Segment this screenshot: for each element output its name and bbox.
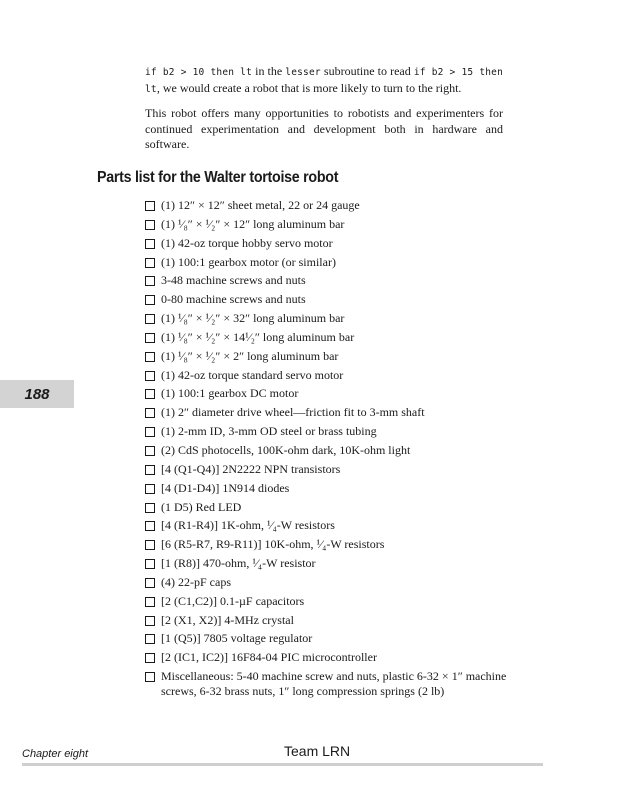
parts-list-item <box>145 311 510 330</box>
checkbox-square-icon <box>145 446 155 456</box>
part-text: (1) 100:1 gearbox motor (or similar) <box>161 254 336 269</box>
part-text: [4 (R1-R4)] 1K-ohm, ¹⁄₄-W resistors <box>161 518 335 533</box>
part-text: 0-80 machine screws and nuts <box>161 292 306 307</box>
parts-list-item <box>145 368 510 387</box>
parts-list-item <box>145 481 510 500</box>
part-text: (1) ¹⁄₈″ × ¹⁄₂″ × 14¹⁄₂″ long aluminum bar <box>161 329 355 344</box>
footer-rule <box>22 763 543 766</box>
text-run: , we would create a robot that is more likely to turn to the right. <box>156 80 462 95</box>
checkbox-square-icon <box>145 239 155 249</box>
parts-list-item <box>145 236 510 255</box>
parts-list-item <box>145 669 510 699</box>
part-text: [4 (D1-D4)] 1N914 diodes <box>161 480 290 495</box>
parts-list-item <box>145 386 510 405</box>
code-snippet: if b2 > 15 then lt <box>145 67 503 95</box>
parts-list-item <box>145 405 510 424</box>
part-text: [1 (Q5)] 7805 voltage regulator <box>161 631 313 646</box>
parts-list-item <box>145 613 510 632</box>
parts-list-item <box>145 594 510 613</box>
intro-text <box>145 64 503 162</box>
parts-list-item <box>145 273 510 292</box>
checkbox-square-icon <box>145 616 155 626</box>
part-text: (1) 100:1 gearbox DC motor <box>161 386 299 401</box>
page-number-tab <box>0 380 74 408</box>
checkbox-square-icon <box>145 371 155 381</box>
part-text: Miscellaneous: 5-40 machine screw and nuts, plastic 6-32 × 1″ machine screws, 6-32 brass nuts, 1″ long compression springs (2 lb) <box>161 669 507 699</box>
parts-list-item <box>145 217 510 236</box>
page-number: 188 <box>24 385 50 403</box>
part-text: [2 (IC1, IC2)] 16F84-04 PIC microcontroller <box>161 650 377 665</box>
part-text: (1) 2-mm ID, 3-mm OD steel or brass tubing <box>161 424 377 439</box>
part-text: (1) 2″ diameter drive wheel—friction fit to 3-mm shaft <box>161 405 425 420</box>
text-run: subroutine to read <box>320 64 414 78</box>
part-text: (4) 22-pF caps <box>161 574 231 589</box>
checkbox-square-icon <box>145 352 155 362</box>
parts-list-item <box>145 500 510 519</box>
chapter-label: Chapter eight <box>22 748 89 760</box>
checkbox-square-icon <box>145 314 155 324</box>
checkbox-square-icon <box>145 484 155 494</box>
checkbox-square-icon <box>145 295 155 305</box>
part-text: 3-48 machine screws and nuts <box>161 273 306 288</box>
part-text: (1) 12″ × 12″ sheet metal, 22 or 24 gauge <box>161 198 360 212</box>
section-heading: Parts list for the Walter tortoise robot <box>97 169 339 186</box>
checkbox-square-icon <box>145 389 155 399</box>
parts-list-item <box>145 537 510 556</box>
part-text: (1) ¹⁄₈″ × ¹⁄₂″ × 12″ long aluminum bar <box>161 216 345 231</box>
part-text: (1) ¹⁄₈″ × ¹⁄₂″ × 2″ long aluminum bar <box>161 348 339 363</box>
checkbox-square-icon <box>145 672 155 682</box>
parts-list-item <box>145 424 510 443</box>
part-text: [4 (Q1-Q4)] 2N2222 NPN transistors <box>161 461 341 476</box>
part-text: (1 D5) Red LED <box>161 499 242 514</box>
part-text: [6 (R5-R7, R9-R11)] 10K-ohm, ¹⁄₄-W resistors <box>161 537 385 552</box>
checkbox-square-icon <box>145 559 155 569</box>
checkbox-square-icon <box>145 333 155 343</box>
parts-list-item <box>145 518 510 537</box>
checkbox-square-icon <box>145 258 155 268</box>
code-snippet: if b2 > 10 then lt <box>145 67 253 78</box>
parts-list-item <box>145 556 510 575</box>
checkbox-square-icon <box>145 597 155 607</box>
checkbox-square-icon <box>145 427 155 437</box>
checkbox-square-icon <box>145 578 155 588</box>
parts-list-item <box>145 575 510 594</box>
parts-list-item <box>145 443 510 462</box>
checkbox-square-icon <box>145 408 155 418</box>
part-text: [1 (R8)] 470-ohm, ¹⁄₄-W resistor <box>161 556 316 571</box>
parts-list-item <box>145 349 510 368</box>
parts-list-item <box>145 255 510 274</box>
parts-list-item <box>145 198 510 217</box>
parts-list <box>145 198 510 699</box>
part-text: [2 (X1, X2)] 4-MHz crystal <box>161 612 294 627</box>
part-text: (1) 42-oz torque standard servo motor <box>161 367 344 382</box>
checkbox-square-icon <box>145 503 155 513</box>
part-text: [2 (C1,C2)] 0.1-µF capacitors <box>161 593 305 608</box>
checkbox-square-icon <box>145 465 155 475</box>
checkbox-square-icon <box>145 653 155 663</box>
code-snippet: lesser <box>285 67 321 78</box>
parts-list-item <box>145 650 510 669</box>
checkbox-square-icon <box>145 220 155 230</box>
part-text: (1) 42-oz torque hobby servo motor <box>161 235 333 250</box>
checkbox-square-icon <box>145 521 155 531</box>
intro-paragraph-2: This robot offers many opportunities to robotists and experimenters for continued experimentation and development both in hardware and software. <box>145 106 503 151</box>
parts-list-item <box>145 330 510 349</box>
checkbox-square-icon <box>145 276 155 286</box>
watermark-text: Team LRN <box>284 743 351 759</box>
parts-list-item <box>145 462 510 481</box>
parts-list-item <box>145 292 510 311</box>
parts-list-item <box>145 631 510 650</box>
intro-paragraph-1 <box>145 64 503 97</box>
text-run: in the <box>252 64 286 78</box>
checkbox-square-icon <box>145 634 155 644</box>
part-text: (1) ¹⁄₈″ × ¹⁄₂″ × 32″ long aluminum bar <box>161 311 345 326</box>
part-text: (2) CdS photocells, 100K-ohm dark, 10K-ohm light <box>161 442 411 457</box>
checkbox-square-icon <box>145 201 155 211</box>
checkbox-square-icon <box>145 540 155 550</box>
